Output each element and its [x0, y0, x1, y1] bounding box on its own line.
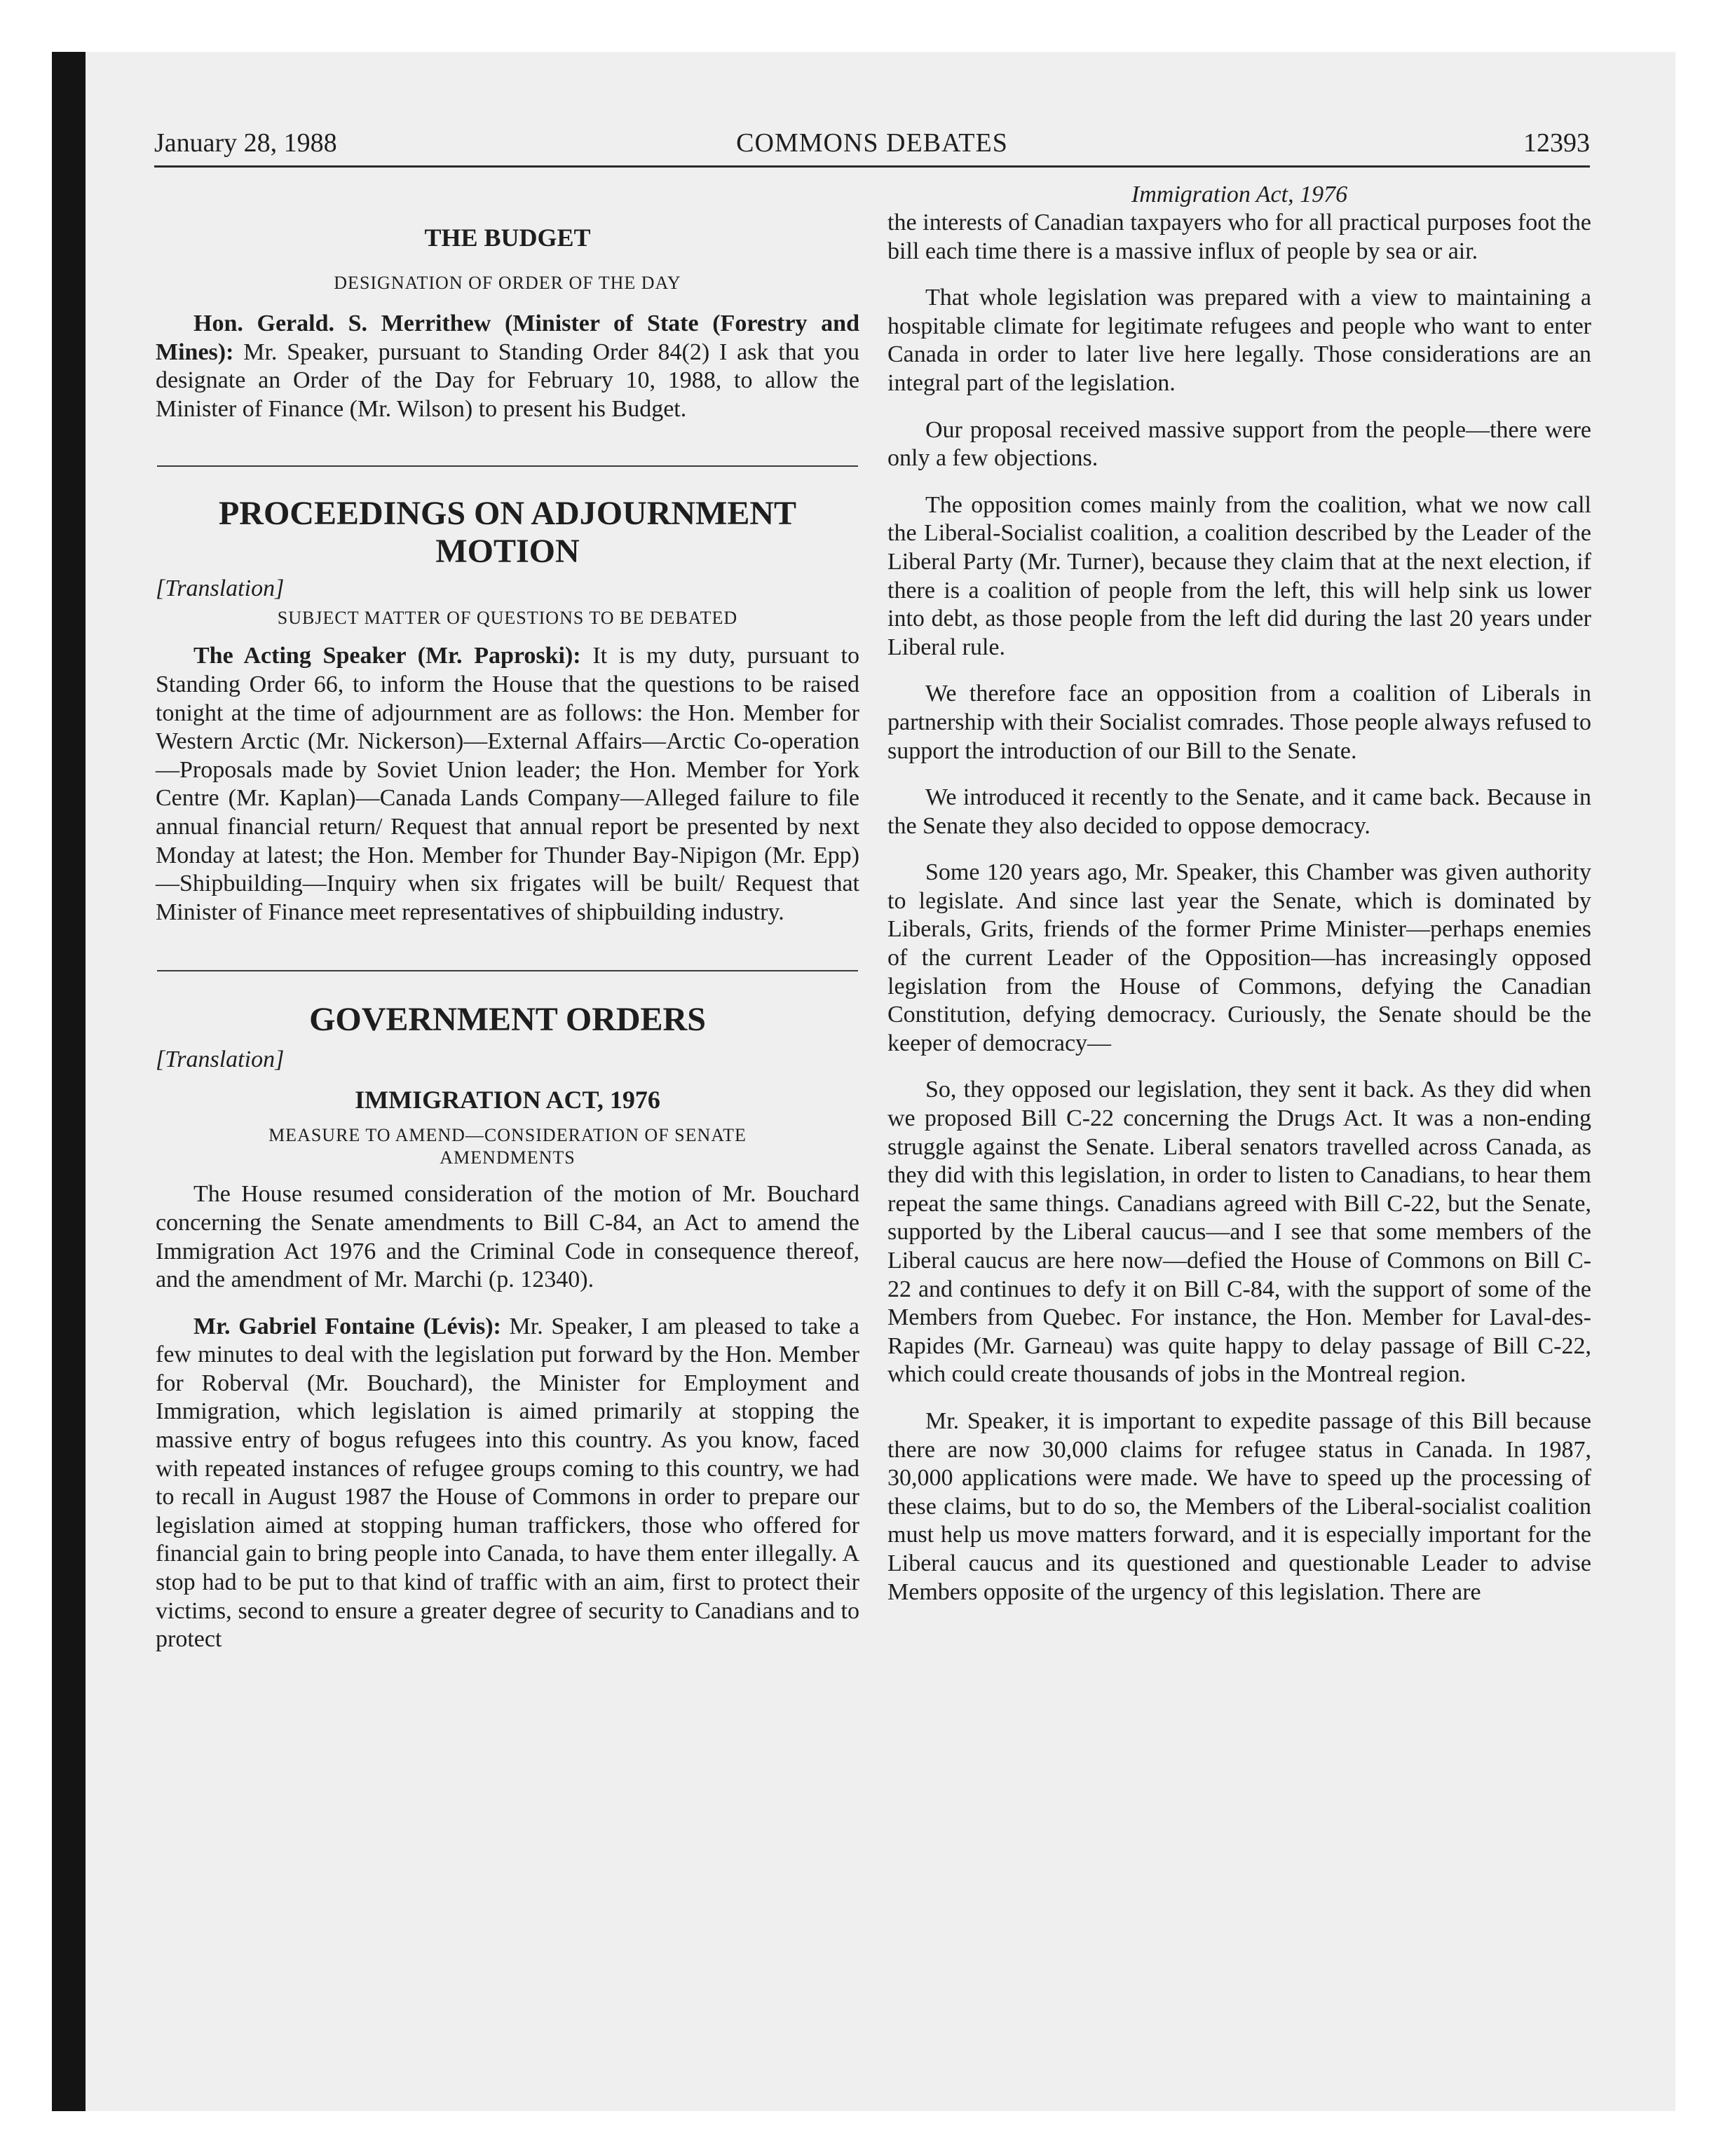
translation-note: [Translation] [156, 1046, 285, 1073]
translation-note: [Translation] [156, 575, 285, 602]
paragraph: We therefore face an opposition from a coalition of Liberals in partnership with their Socialist comrades. Those people always refused to support the introduction of our Bill to the Senate. [887, 681, 1591, 764]
fontaine-speaker: Mr. Gabriel Fontaine (Lévis): [193, 1313, 501, 1339]
paragraph: Our proposal received massive support from the people—there were only a few objections. [887, 416, 1591, 472]
paragraph: the interests of Canadian taxpayers who for all practical purposes foot the bill each time there is a massive influx of people by sea or air. [887, 210, 1591, 264]
paragraph: Mr. Speaker, it is important to expedite passage of this Bill because there are now 30,000 claims for refugee status in Canada. In 1987, 30,000 applications were made. We have to speed up the processing of these claims, but to do so, the Members of the Liberal-socialist coalition must help us move matters forward, and it is especially important for the Liberal caucus and its questioned and questionable Leader to advise Members opposite of the urgency of this legislation. There are [887, 1407, 1591, 1605]
paragraph: That whole legislation was prepared with a view to maintaining a hospitable climate for legitimate refugees and people who want to enter Canada in order to later live here legally. Those considerations are an integral part of the legislation. [887, 285, 1591, 396]
paragraph: We introduced it recently to the Senate, and it came back. Because in the Senate they also decided to oppose democracy. [887, 784, 1591, 839]
right-column [887, 181, 1591, 1606]
header-rule [154, 165, 1590, 168]
adjournment-speaker: The Acting Speaker (Mr. Paproski): [193, 643, 581, 669]
budget-paragraph [156, 310, 859, 423]
scan-edge [52, 52, 86, 2111]
adjournment-subheading: SUBJECT MATTER OF QUESTIONS TO BE DEBATED [277, 608, 738, 629]
immigration-act-subheading: MEASURE TO AMEND—CONSIDERATION OF SENATE AMENDMENTS [268, 1125, 747, 1168]
header-date: January 28, 1988 [154, 128, 337, 158]
header-page-number: 12393 [1523, 128, 1590, 158]
budget-speaker: Hon. Gerald. S. Merrithew (Minister of State (Forestry and Mines): [156, 311, 859, 365]
adjournment-paragraph [156, 642, 859, 927]
adjournment-heading: PROCEEDINGS ON ADJOURNMENT MOTION [218, 495, 797, 571]
immigration-act-heading: IMMIGRATION ACT, 1976 [355, 1086, 660, 1114]
adjournment-text: It is my duty, pursuant to Standing Order 66, to inform the House that the questions to be raised tonight at the time of adjournment are as follows: the Hon. Member for Western Arctic (Mr. Nickerson)—External Affairs—Arctic Co-operation—Proposals made by Soviet Union leader; the Hon. Member for York Centre (Mr. Kaplan)—Canada Lands Company—Alleged failure to file annual financial return/ Request that annual report be presented by next Monday at latest; the Hon. Member for Thunder Bay-Nipigon (Mr. Epp)—Shipbuilding—Inquiry when six frigates will be built/ Request that Minister of Finance meet representatives of shipbuilding industry. [156, 643, 860, 925]
government-orders-heading: GOVERNMENT ORDERS [309, 1001, 706, 1039]
paragraph: Some 120 years ago, Mr. Speaker, this Chamber was given authority to legislate. And since last year the Senate, which is dominated by Liberals, Grits, friends of the former Prime Minister—perhaps enemies of the current Leader of the Opposition—has increasingly opposed legislation from the House of Commons, defying the Canadian Constitution, defying democracy. Curiously, the Senate should be the keeper of democracy— [887, 859, 1591, 1056]
paragraph: So, they opposed our legislation, they sent it back. As they did when we proposed Bill C-22 concerning the Drugs Act. It was a non-ending struggle against the Senate. Liberal senators travelled across Canada, as they did with this legislation, in order to listen to Canadians, to hear them repeat the same things. Canadians agreed with Bill C-22, but the Senate, supported by the Liberal caucus—and I see that some members of the Liberal caucus are here now—defied the House of Commons on Bill C-22 and continues to defy it on Bill C-84, with the support of some of the Members from Quebec. For instance, the Hon. Member for Laval-des-Rapides (Mr. Garneau) was quite happy to delay passage of Bill C-22, which could create thousands of jobs in the Montreal region. [887, 1077, 1591, 1388]
resumed-paragraph: The House resumed consideration of the motion of Mr. Bouchard concerning the Senate amendments to Bill C-84, an Act to amend the Immigration Act 1976 and the Criminal Code in consequence thereof, and the amendment of Mr. Marchi (p. 12340). [156, 1181, 859, 1293]
budget-subheading: DESIGNATION OF ORDER OF THE DAY [334, 273, 681, 293]
header-title: COMMONS DEBATES [736, 128, 1008, 158]
column-title: Immigration Act, 1976 [1131, 182, 1348, 207]
running-head [154, 128, 1590, 167]
paragraph: The opposition comes mainly from the coalition, what we now call the Liberal-Socialist coalition, a coalition described by the Leader of the Liberal Party (Mr. Turner), because they claim that at the next election, if there is a coalition of people from the left, this will help sink us lower into debt, as those people from the left did during the last 20 years under Liberal rule. [887, 491, 1591, 660]
fontaine-paragraph [156, 1313, 859, 1654]
fontaine-text: Mr. Speaker, I am pleased to take a few minutes to deal with the legislation put forward by the Hon. Member for Roberval (Mr. Bouchard), the Minister for Employment and Immigration, which legislation is aimed primarily at stopping the massive entry of bogus refugees into this country. As you know, faced with repeated instances of refugee groups coming to this country, we had to recall in August 1987 the House of Commons in order to prepare our legislation aimed at stopping human traffickers, those who offered for financial gain to bring people into Canada, to have them enter illegally. A stop had to be put to that kind of traffic with an aim, first to protect their victims, second to ensure a greater degree of security to Canadians and to protect [156, 1313, 859, 1653]
budget-heading: THE BUDGET [424, 224, 591, 252]
budget-text: Mr. Speaker, pursuant to Standing Order 84(2) I ask that you designate an Order of the Day for February 10, 1988, to allow the Minister of Finance (Mr. Wilson) to present his Budget. [156, 339, 859, 422]
left-column [156, 181, 859, 1654]
